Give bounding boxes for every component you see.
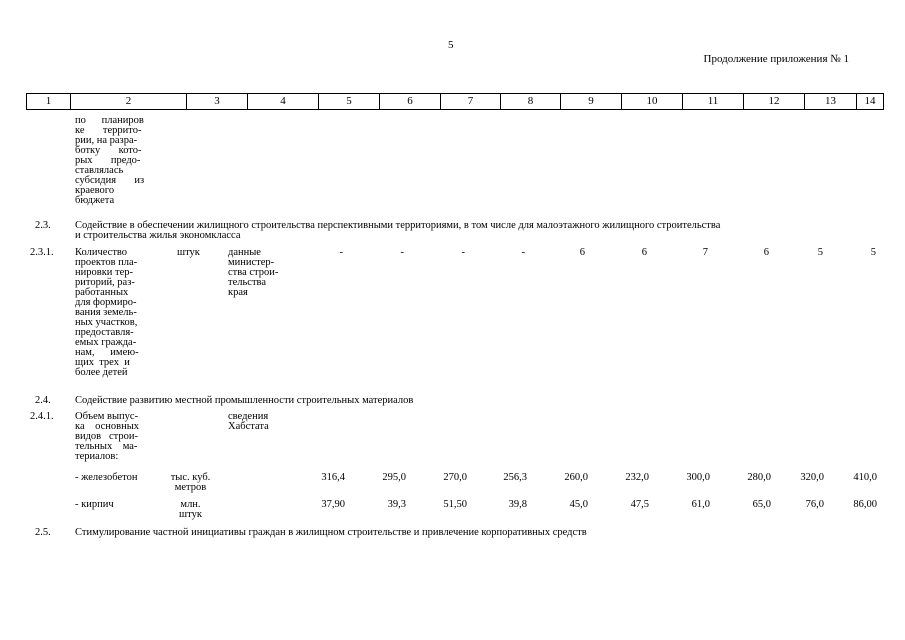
name-line: предоставля- xyxy=(75,327,134,338)
source-line: сведения xyxy=(228,411,269,422)
header-col-13: 13 xyxy=(805,94,857,109)
name-line: бюджета xyxy=(75,195,115,206)
name-line: ка основных xyxy=(75,421,140,432)
section-title: Содействие в обеспечении жилищного строительства перспективными территориями, в том числе для малоэтажного жилищного строительства xyxy=(75,220,721,231)
value-cell: 39,8 xyxy=(508,499,527,510)
value-cell: 6 xyxy=(641,247,647,258)
header-col-12: 12 xyxy=(744,94,805,109)
name-line: ставлялась xyxy=(75,165,124,176)
value-cell: - xyxy=(521,247,525,258)
value-cell: - xyxy=(461,247,465,258)
name-line: видов строи- xyxy=(75,431,138,442)
header-col-10: 10 xyxy=(622,94,683,109)
material-name: - железобетон xyxy=(75,472,138,483)
name-line: нировки тер- xyxy=(75,267,134,278)
name-line: рых предо- xyxy=(75,155,141,166)
name-line: ботку кото- xyxy=(75,145,142,156)
material-name: - кирпич xyxy=(75,499,114,510)
header-col-7: 7 xyxy=(441,94,501,109)
value-cell: 320,0 xyxy=(800,472,824,483)
name-line: нам, имею- xyxy=(75,347,139,358)
name-line: более детей xyxy=(75,367,128,378)
value-cell: 61,0 xyxy=(691,499,710,510)
value-cell: 6 xyxy=(763,247,769,258)
page-number: 5 xyxy=(448,39,454,51)
row-number: 2.5. xyxy=(35,527,51,538)
row-number: 2.3.1. xyxy=(30,247,54,258)
section-title: Содействие развитию местной промышленности строительных материалов xyxy=(75,395,414,406)
value-cell: 76,0 xyxy=(805,499,824,510)
value-cell: 316,4 xyxy=(321,472,345,483)
value-cell: 47,5 xyxy=(630,499,649,510)
unit-line: млн. xyxy=(180,499,201,510)
name-line: для формиро- xyxy=(75,297,137,308)
value-cell: 39,3 xyxy=(387,499,406,510)
header-col-1: 1 xyxy=(27,94,71,109)
value-cell: 37,90 xyxy=(321,499,345,510)
header-col-9: 9 xyxy=(561,94,622,109)
header-col-8: 8 xyxy=(501,94,561,109)
value-cell: 270,0 xyxy=(443,472,467,483)
name-line: работанных xyxy=(75,287,129,298)
source-line: данные xyxy=(228,247,261,258)
value-cell: 300,0 xyxy=(686,472,710,483)
value-cell: 51,50 xyxy=(443,499,467,510)
name-line: краевого xyxy=(75,185,115,196)
value-cell: 5 xyxy=(870,247,876,258)
source-line: ства строи- xyxy=(228,267,279,278)
value-cell: 7 xyxy=(702,247,708,258)
name-line: вания земель- xyxy=(75,307,137,318)
name-line: субсидия из xyxy=(75,175,145,186)
name-line: проектов пла- xyxy=(75,257,138,268)
value-cell: - xyxy=(400,247,404,258)
source-line: тельства xyxy=(228,277,267,288)
value-cell: - xyxy=(339,247,343,258)
value-cell: 295,0 xyxy=(382,472,406,483)
source-line: Хабстата xyxy=(228,421,269,432)
header-col-3: 3 xyxy=(187,94,248,109)
value-cell: 6 xyxy=(579,247,585,258)
value-cell: 256,3 xyxy=(503,472,527,483)
unit-line: штук xyxy=(179,509,202,520)
name-line: Объем выпус- xyxy=(75,411,139,422)
continuation-label: Продолжение приложения № 1 xyxy=(703,53,849,65)
row-number: 2.4.1. xyxy=(30,411,54,422)
name-line: ных участков, xyxy=(75,317,138,328)
value-cell: 45,0 xyxy=(569,499,588,510)
value-cell: 260,0 xyxy=(564,472,588,483)
name-line: териалов: xyxy=(75,451,119,462)
name-line: ке террито- xyxy=(75,125,142,136)
name-line: рии, на разра- xyxy=(75,135,138,146)
value-cell: 280,0 xyxy=(747,472,771,483)
name-line: риторий, раз- xyxy=(75,277,135,288)
value-cell: 65,0 xyxy=(752,499,771,510)
row-number: 2.4. xyxy=(35,395,51,406)
header-col-6: 6 xyxy=(380,94,441,109)
name-line: емых гражда- xyxy=(75,337,137,348)
header-col-4: 4 xyxy=(248,94,319,109)
name-line: по планиров xyxy=(75,115,144,126)
header-col-14: 14 xyxy=(864,95,876,107)
name-line: щих трех и xyxy=(75,357,130,368)
header-col-5: 5 xyxy=(319,94,380,109)
header-col-2: 2 xyxy=(71,94,187,109)
section-title: Стимулирование частной инициативы граждан в жилищном строительстве и привлечение корпоративных средств xyxy=(75,527,587,538)
source-line: министер- xyxy=(228,257,275,268)
name-line: тельных ма- xyxy=(75,441,138,452)
unit-line: тыс. куб. xyxy=(170,472,211,483)
header-col-11: 11 xyxy=(683,94,744,109)
value-cell: 5 xyxy=(817,247,823,258)
unit-line: метров xyxy=(174,482,207,493)
section-title-continued: и строительства жилья экономкласса xyxy=(75,230,241,241)
unit: штук xyxy=(177,247,200,258)
value-cell: 410,0 xyxy=(853,472,877,483)
value-cell: 86,00 xyxy=(853,499,877,510)
name-line: Количество xyxy=(75,247,128,258)
value-cell: 232,0 xyxy=(625,472,649,483)
source-line: края xyxy=(228,287,248,298)
row-number: 2.3. xyxy=(35,220,51,231)
table-header-row xyxy=(26,93,884,110)
